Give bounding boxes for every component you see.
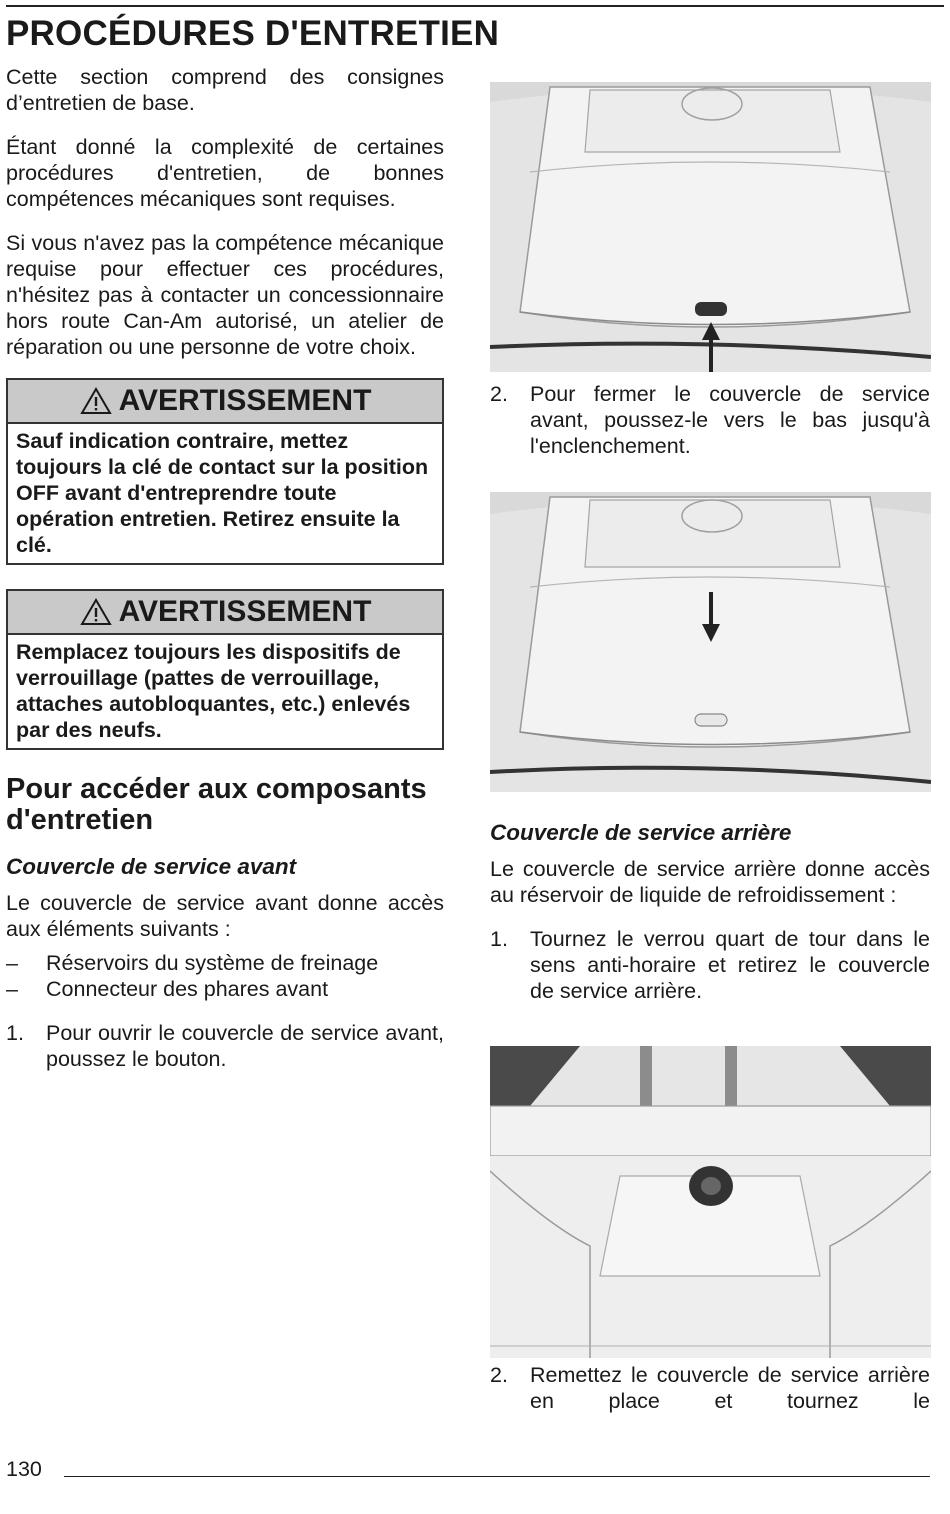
page-number: 130 (6, 1457, 42, 1481)
step-number: 2. (490, 1363, 508, 1387)
step-item (6, 1020, 444, 1072)
left-column (6, 64, 444, 1072)
rear-cover-subheading: Couvercle de service arrière (490, 820, 792, 845)
list-item (6, 950, 444, 976)
step-text: Pour ouvrir le couvercle de service avant, poussez le bouton. (46, 1021, 444, 1071)
front-cover-intro: Le couvercle de service avant donne accès aux éléments suivants : (6, 891, 444, 941)
page-title: PROCÉDURES D'ENTRETIEN (6, 14, 500, 53)
step-text: Pour fermer le couvercle de service avant, poussez-le vers le bas jusqu'à l'enclenchement. (530, 382, 930, 458)
list-item-text: Connecteur des phares avant (46, 977, 329, 1001)
bottom-rule (64, 1476, 930, 1477)
section-heading: Pour accéder aux composants d'entretien (6, 773, 427, 836)
warning-box-1 (6, 378, 444, 565)
front-cover-close-figure (490, 492, 931, 792)
warning-heading: AVERTISSEMENT (118, 595, 372, 628)
step-item (490, 926, 930, 1004)
intro-paragraph-3: Si vous n'avez pas la compétence mécanique requise pour effectuer ces procédures, n'hésitez pas à contacter un concessionnaire hors route Can-Am autorisé, un atelier de réparation ou une personne de votre choix. (6, 231, 444, 359)
warning-box-2 (6, 589, 444, 750)
step-number: 2. (490, 382, 508, 406)
warning-text: Sauf indication contraire, mettez toujours la clé de contact sur la position OFF avant d'entreprendre toute opération entretien. Retirez ensuite la clé. (16, 429, 429, 557)
intro-paragraph-1: Cette section comprend des consignes d’entretien de base. (6, 65, 444, 115)
step-item (490, 1362, 930, 1414)
rear-step-2 (490, 1362, 930, 1414)
step-text: Remettez le couvercle de service arrière en place et tournez le (530, 1363, 930, 1413)
list-bullet: – (6, 951, 18, 975)
step-text: Tournez le verrou quart de tour dans le sens anti-horaire et retirez le couvercle de service arrière. (530, 927, 930, 1003)
warning-header (8, 591, 442, 635)
front-step-2 (490, 381, 930, 459)
list-bullet: – (6, 977, 18, 1001)
step-number: 1. (6, 1021, 24, 1045)
rear-cover-figure (490, 1046, 931, 1358)
rear-cover-block (490, 820, 930, 1004)
top-rule (6, 5, 944, 7)
front-cover-open-figure (490, 82, 931, 372)
warning-triangle-icon (79, 597, 113, 627)
step-number: 1. (490, 927, 508, 951)
warning-text: Remplacez toujours les dispositifs de verrouillage (pattes de verrouillage, attaches autobloquantes, etc.) enlevés par des neufs. (16, 640, 411, 742)
rear-cover-intro: Le couvercle de service arrière donne accès au réservoir de liquide de refroidissement : (490, 857, 930, 907)
warning-heading: AVERTISSEMENT (118, 384, 372, 417)
list-item (6, 976, 444, 1002)
step-item (490, 381, 930, 459)
front-cover-subheading: Couvercle de service avant (6, 854, 297, 879)
warning-header (8, 380, 442, 424)
intro-paragraph-2: Étant donné la complexité de certaines procédures d'entretien, de bonnes compétences mécaniques sont requises. (6, 135, 444, 211)
warning-triangle-icon (79, 386, 113, 416)
list-item-text: Réservoirs du système de freinage (46, 951, 379, 975)
